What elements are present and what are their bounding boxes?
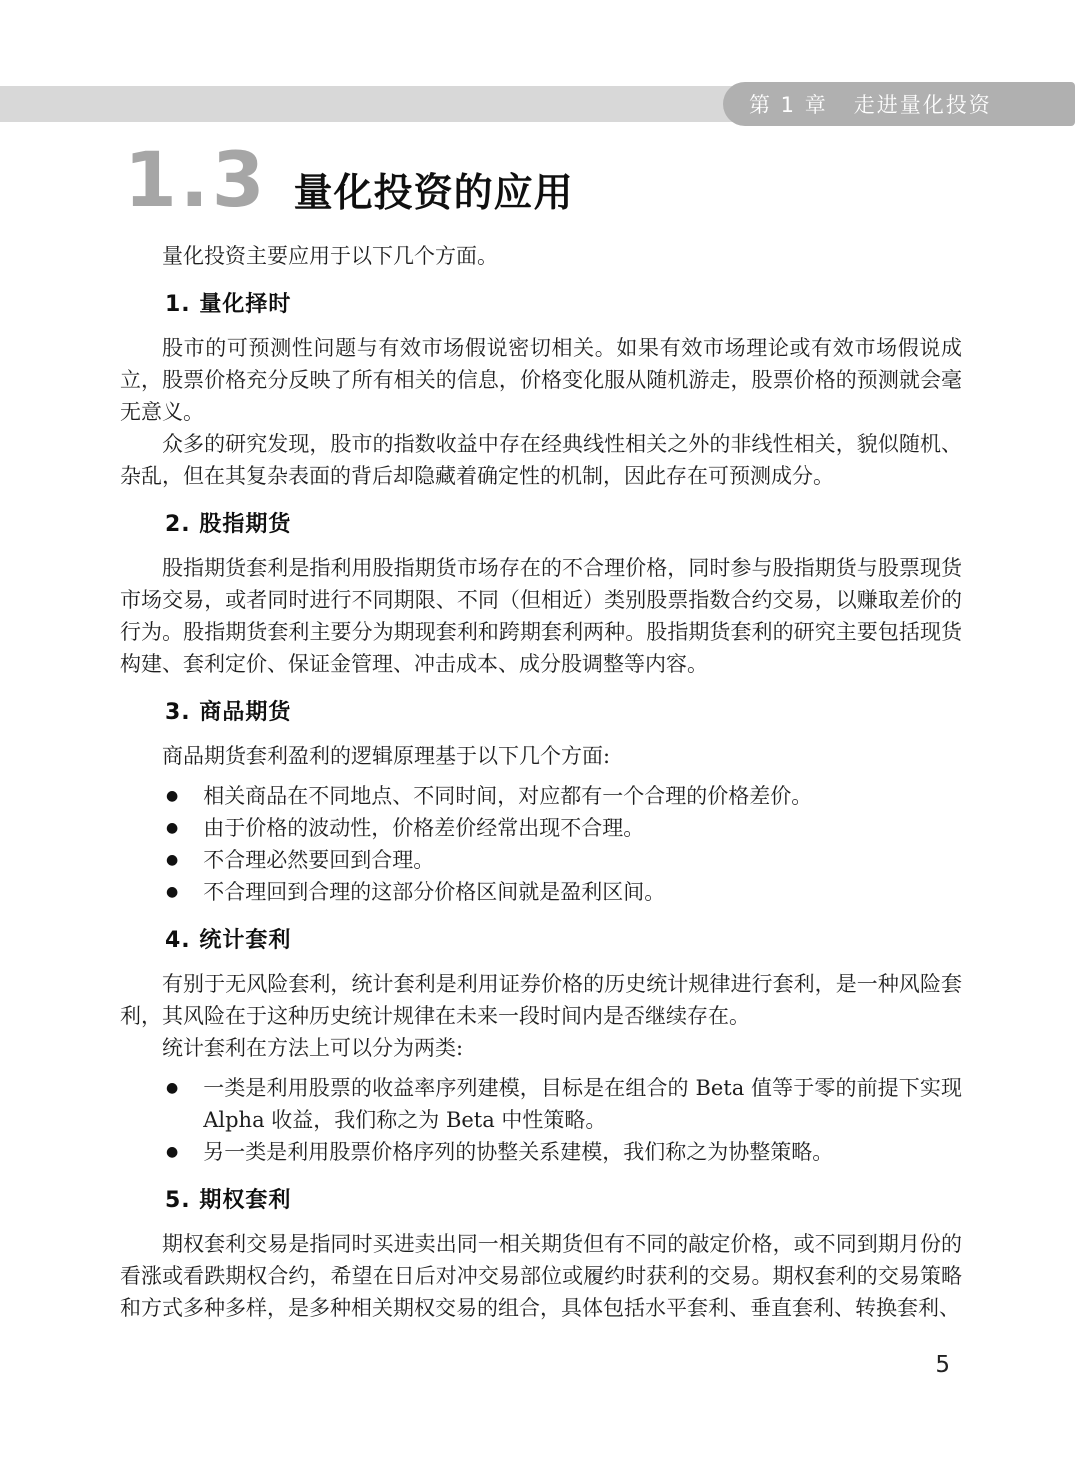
paragraph: 统计套利在方法上可以分为两类: xyxy=(162,1036,464,1060)
bullet-icon: ● xyxy=(166,1144,179,1160)
list-item xyxy=(166,1136,962,1168)
subsection-heading-3: 3. 商品期货 xyxy=(165,700,292,725)
chapter-header-band xyxy=(0,86,1075,122)
list-item xyxy=(166,844,962,876)
bullet-icon: ● xyxy=(166,788,179,804)
paragraph: 商品期货套利盈利的逻辑原理基于以下几个方面: xyxy=(162,744,611,768)
bullet-icon: ● xyxy=(166,884,179,900)
commodity-bullet-list xyxy=(120,780,962,908)
bullet-icon: ● xyxy=(166,1080,179,1096)
list-item-text: 另一类是利用股票价格序列的协整关系建模，我们称之为协整策略。 xyxy=(203,1140,834,1164)
list-item xyxy=(166,780,962,812)
section-heading: 量化投资的应用 xyxy=(293,171,574,216)
section-number: 1.3 xyxy=(124,135,268,224)
chapter-number: 第 1 章 xyxy=(749,93,828,117)
intro-paragraph: 量化投资主要应用于以下几个方面。 xyxy=(162,244,498,268)
list-item xyxy=(166,812,962,844)
chapter-header xyxy=(723,82,1075,126)
paragraph: 股市的可预测性问题与有效市场假说密切相关。如果有效市场理论或有效市场假说成立，股票价格充分反映了所有相关的信息，价格变化服从随机游走，股票价格的预测就会毫无意义。 xyxy=(120,336,962,424)
list-item-text: 由于价格的波动性，价格差价经常出现不合理。 xyxy=(203,816,645,840)
list-item-text: 不合理必然要回到合理。 xyxy=(203,848,435,872)
page-content xyxy=(120,240,962,1324)
list-item xyxy=(166,876,962,908)
subsection-heading-4: 4. 统计套利 xyxy=(165,928,292,953)
list-item-text: 不合理回到合理的这部分价格区间就是盈利区间。 xyxy=(203,880,666,904)
section-title xyxy=(124,135,574,224)
chapter-title: 走进量化投资 xyxy=(853,93,992,117)
paragraph: 期权套利交易是指同时买进卖出同一相关期货但有不同的敲定价格，或不同到期月份的看涨或看跌期权合约，希望在日后对冲交易部位或履约时获利的交易。期权套利的交易策略和方式多种多样，是多种相关期权交易的组合，具体包括水平套利、垂直套利、转换套利、 xyxy=(120,1232,962,1320)
bullet-icon: ● xyxy=(166,852,179,868)
statistical-bullet-list xyxy=(120,1072,962,1168)
paragraph: 股指期货套利是指利用股指期货市场存在的不合理价格，同时参与股指期货与股票现货市场交易，或者同时进行不同期限、不同（但相近）类别股票指数合约交易，以赚取差价的行为。股指期货套利主要分为期现套利和跨期套利两种。股指期货套利的研究主要包括现货构建、套利定价、保证金管理、冲击成本、成分股调整等内容。 xyxy=(120,556,962,676)
list-item xyxy=(166,1072,962,1136)
page-number: 5 xyxy=(935,1352,950,1378)
subsection-heading-5: 5. 期权套利 xyxy=(165,1188,292,1213)
list-item-text: 相关商品在不同地点、不同时间，对应都有一个合理的价格差价。 xyxy=(203,784,813,808)
subsection-heading-2: 2. 股指期货 xyxy=(165,512,292,537)
paragraph: 有别于无风险套利，统计套利是利用证券价格的历史统计规律进行套利，是一种风险套利，其风险在于这种历史统计规律在未来一段时间内是否继续存在。 xyxy=(120,972,962,1028)
list-item-text: 一类是利用股票的收益率序列建模，目标是在组合的 Beta 值等于零的前提下实现 Alpha 收益，我们称之为 Beta 中性策略。 xyxy=(203,1076,962,1132)
subsection-heading-1: 1. 量化择时 xyxy=(165,292,292,317)
paragraph: 众多的研究发现，股市的指数收益中存在经典线性相关之外的非线性相关，貌似随机、杂乱，但在其复杂表面的背后却隐藏着确定性的机制，因此存在可预测成分。 xyxy=(120,432,962,488)
bullet-icon: ● xyxy=(166,820,179,836)
